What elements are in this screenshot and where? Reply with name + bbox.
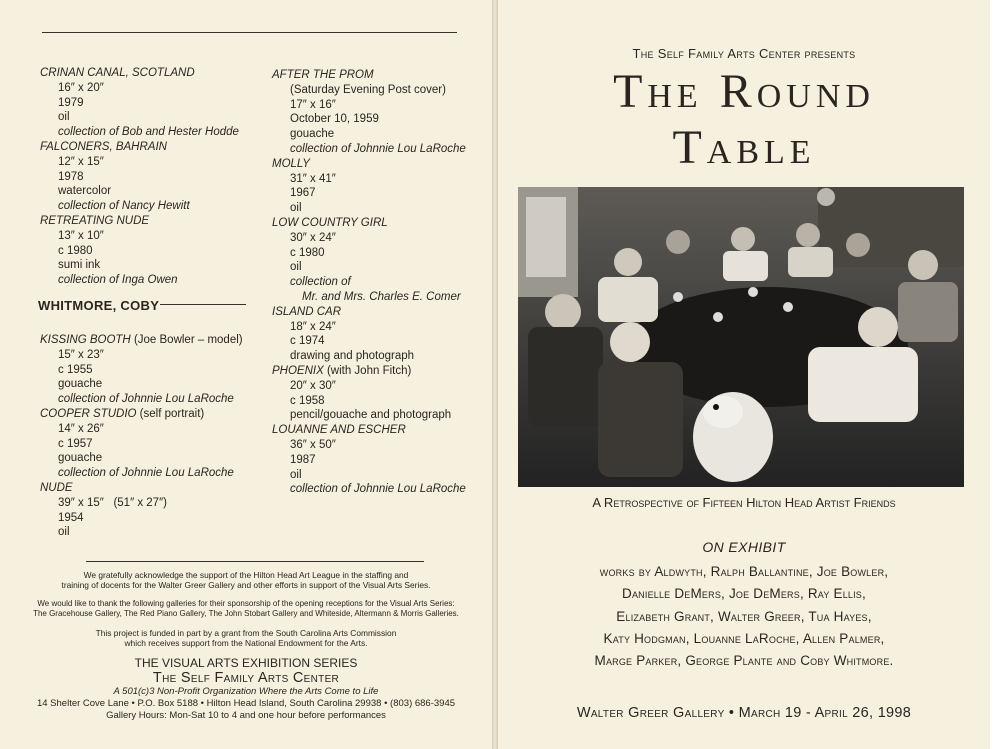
artwork-entry <box>40 140 250 214</box>
artwork-medium: watercolor <box>58 185 112 198</box>
gallery-thanks <box>0 599 492 619</box>
artwork-year: October 10, 1959 <box>290 113 379 126</box>
funding-line: which receives support from the National Endowment for the Arts. <box>124 638 368 648</box>
artwork-title: LOW COUNTRY GIRL <box>272 216 388 229</box>
artist-list-line: Marge Parker, George Plante and Coby Whitmore. <box>594 653 894 669</box>
artwork-size: 12″ x 15″ <box>58 155 104 168</box>
top-rule <box>42 32 457 33</box>
artwork-note: (with John Fitch) <box>323 364 412 377</box>
artwork-size: 15″ x 23″ <box>58 348 104 361</box>
series-title: THE VISUAL ARTS EXHIBITION SERIES <box>134 656 358 670</box>
presenter-line: The Self Family Arts Center presents <box>632 46 856 61</box>
artwork-year: c 1980 <box>58 244 93 257</box>
artwork-medium: drawing and photograph <box>290 350 415 363</box>
artwork-title: FALCONERS, BAHRAIN <box>40 140 167 153</box>
artwork-year: c 1955 <box>58 363 93 376</box>
nonprofit-line: A 501(c)3 Non-Profit Organization Where the Arts Come to Life <box>113 686 379 697</box>
artwork-medium: gouache <box>290 128 335 141</box>
gallery-hours: Gallery Hours: Mon-Sat 10 to 4 and one hour before performances <box>106 710 386 721</box>
artwork-entry <box>272 305 482 364</box>
artwork-year: c 1980 <box>290 246 325 259</box>
artwork-entry <box>40 407 260 481</box>
funding-line: This project is funded in part by a grant from the South Carolina Arts Commission <box>95 628 397 638</box>
artwork-size: 16″ x 20″ <box>58 81 104 94</box>
artwork-note: (self portrait) <box>136 407 205 420</box>
artwork-title: KISSING BOOTH <box>40 334 131 346</box>
funding-note <box>0 628 492 648</box>
artwork-collection: collection of Bob and Hester Hodde <box>58 126 239 139</box>
thanks-line: The Gracehouse Gallery, The Red Piano Gallery, The John Stobart Gallery and Whiteside, Altermann & Morris Galleries. <box>33 609 459 618</box>
artist-list <box>498 561 990 672</box>
artwork-size: 18″ x 24″ <box>290 320 336 333</box>
artwork-collection: collection of Johnnie Lou LaRoche <box>58 467 234 480</box>
artwork-year: 1979 <box>58 96 84 109</box>
whitmore-works <box>40 333 260 540</box>
artwork-entry <box>40 66 250 140</box>
artwork-size: 36″ x 50″ <box>290 438 336 451</box>
address-line: 14 Shelter Cove Lane • P.O. Box 5188 • Hilton Head Island, South Carolina 29938 • (803) 686-3945 <box>36 698 456 709</box>
artwork-entry <box>272 68 482 157</box>
artwork-note: (Joe Bowler – model) <box>130 334 243 346</box>
artwork-medium: sumi ink <box>58 259 101 272</box>
artwork-medium: oil <box>290 468 302 481</box>
artwork-year: c 1958 <box>290 394 325 407</box>
artwork-size: 30″ x 24″ <box>290 231 336 244</box>
artwork-entry <box>272 216 482 305</box>
artwork-collection: collection of Johnnie Lou LaRoche <box>290 142 466 155</box>
artwork-title: COOPER STUDIO <box>40 407 137 420</box>
acknowledgement-line: We gratefully acknowledge the support of the Hilton Head Art League in the staffing and <box>83 570 409 580</box>
artwork-title: AFTER THE PROM <box>272 69 374 81</box>
artwork-medium: oil <box>290 202 302 215</box>
footer-rule <box>86 561 424 562</box>
artist-list-line: Elizabeth Grant, Walter Greer, Tua Hayes, <box>616 608 872 624</box>
artwork-title: RETREATING NUDE <box>40 214 150 227</box>
artwork-year: 1954 <box>58 511 84 524</box>
artwork-size: 20″ x 30″ <box>290 379 336 392</box>
artwork-collection: collection of Inga Owen <box>58 274 178 287</box>
artwork-title: LOUANNE AND ESCHER <box>272 424 406 437</box>
artwork-collection: collection of Nancy Hewitt <box>58 200 190 213</box>
artwork-collection-owner: Mr. and Mrs. Charles E. Comer <box>302 290 461 303</box>
venue-dates: Walter Greer Gallery • March 19 - April 26, 1998 <box>576 705 912 721</box>
artwork-size: 39″ x 15″ (51″ x 27″) <box>58 496 167 509</box>
acknowledgement-line: training of docents for the Walter Greer Gallery and other efforts in support of the Visual Arts Series. <box>61 580 431 590</box>
left-column-works <box>40 66 250 288</box>
artist-list-line: Danielle DeMers, Joe DeMers, Ray Ellis, <box>622 586 866 602</box>
artwork-entry <box>40 214 250 288</box>
artwork-size: 13″ x 10″ <box>58 229 104 242</box>
title-line-2: Table <box>672 121 816 174</box>
artist-list-line: works by Aldwyth, Ralph Ballantine, Joe Bowler, <box>599 564 889 579</box>
artwork-year: 1978 <box>58 170 84 183</box>
artwork-medium: oil <box>58 526 70 539</box>
thanks-line: We would like to thank the following galleries for their sponsorship of the opening receptions for the Visual Arts Series: <box>37 599 455 608</box>
artwork-title: ISLAND CAR <box>272 305 342 318</box>
artwork-year: c 1974 <box>290 335 325 348</box>
artwork-entry <box>272 364 482 423</box>
artwork-year: 1987 <box>290 453 316 466</box>
artwork-entry <box>40 333 260 407</box>
artwork-size: 17″ x 16″ <box>290 98 336 111</box>
artwork-medium: oil <box>58 111 70 124</box>
artwork-entry <box>272 423 482 497</box>
artwork-medium: pencil/gouache and photograph <box>290 409 452 422</box>
artwork-collection: collection of Johnnie Lou LaRoche <box>290 483 466 496</box>
artwork-year: 1967 <box>290 187 316 200</box>
artist-list-line: Katy Hodgman, Louanne LaRoche, Allen Palmer, <box>603 630 885 646</box>
artist-heading: WHITMORE, COBY <box>38 298 160 313</box>
artwork-title: CRINAN CANAL, SCOTLAND <box>40 67 195 79</box>
artwork-title: NUDE <box>40 481 73 494</box>
artwork-medium: oil <box>290 261 302 274</box>
artwork-entry <box>40 481 260 540</box>
subtitle: A Retrospective of Fifteen Hilton Head Artist Friends <box>592 495 896 510</box>
artwork-collection: collection of Johnnie Lou LaRoche <box>58 393 234 406</box>
artwork-note: (Saturday Evening Post cover) <box>290 83 446 96</box>
acknowledgement <box>0 570 492 590</box>
artwork-medium: gouache <box>58 452 103 465</box>
artwork-collection: collection of <box>290 276 351 289</box>
artwork-medium: gouache <box>58 378 103 391</box>
arts-center-name: The Self Family Arts Center <box>152 670 340 686</box>
title-line-1: The Round <box>613 65 875 118</box>
artwork-year: c 1957 <box>58 437 93 450</box>
on-exhibit-label: ON EXHIBIT <box>702 539 786 555</box>
artwork-entry <box>272 157 482 216</box>
middle-column-works <box>272 68 482 497</box>
artwork-size: 31″ x 41″ <box>290 172 336 185</box>
artwork-title: PHOENIX <box>272 364 324 377</box>
heading-rule <box>160 304 246 305</box>
artwork-size: 14″ x 26″ <box>58 422 104 435</box>
artwork-title: MOLLY <box>272 157 310 170</box>
group-photo <box>518 187 964 487</box>
